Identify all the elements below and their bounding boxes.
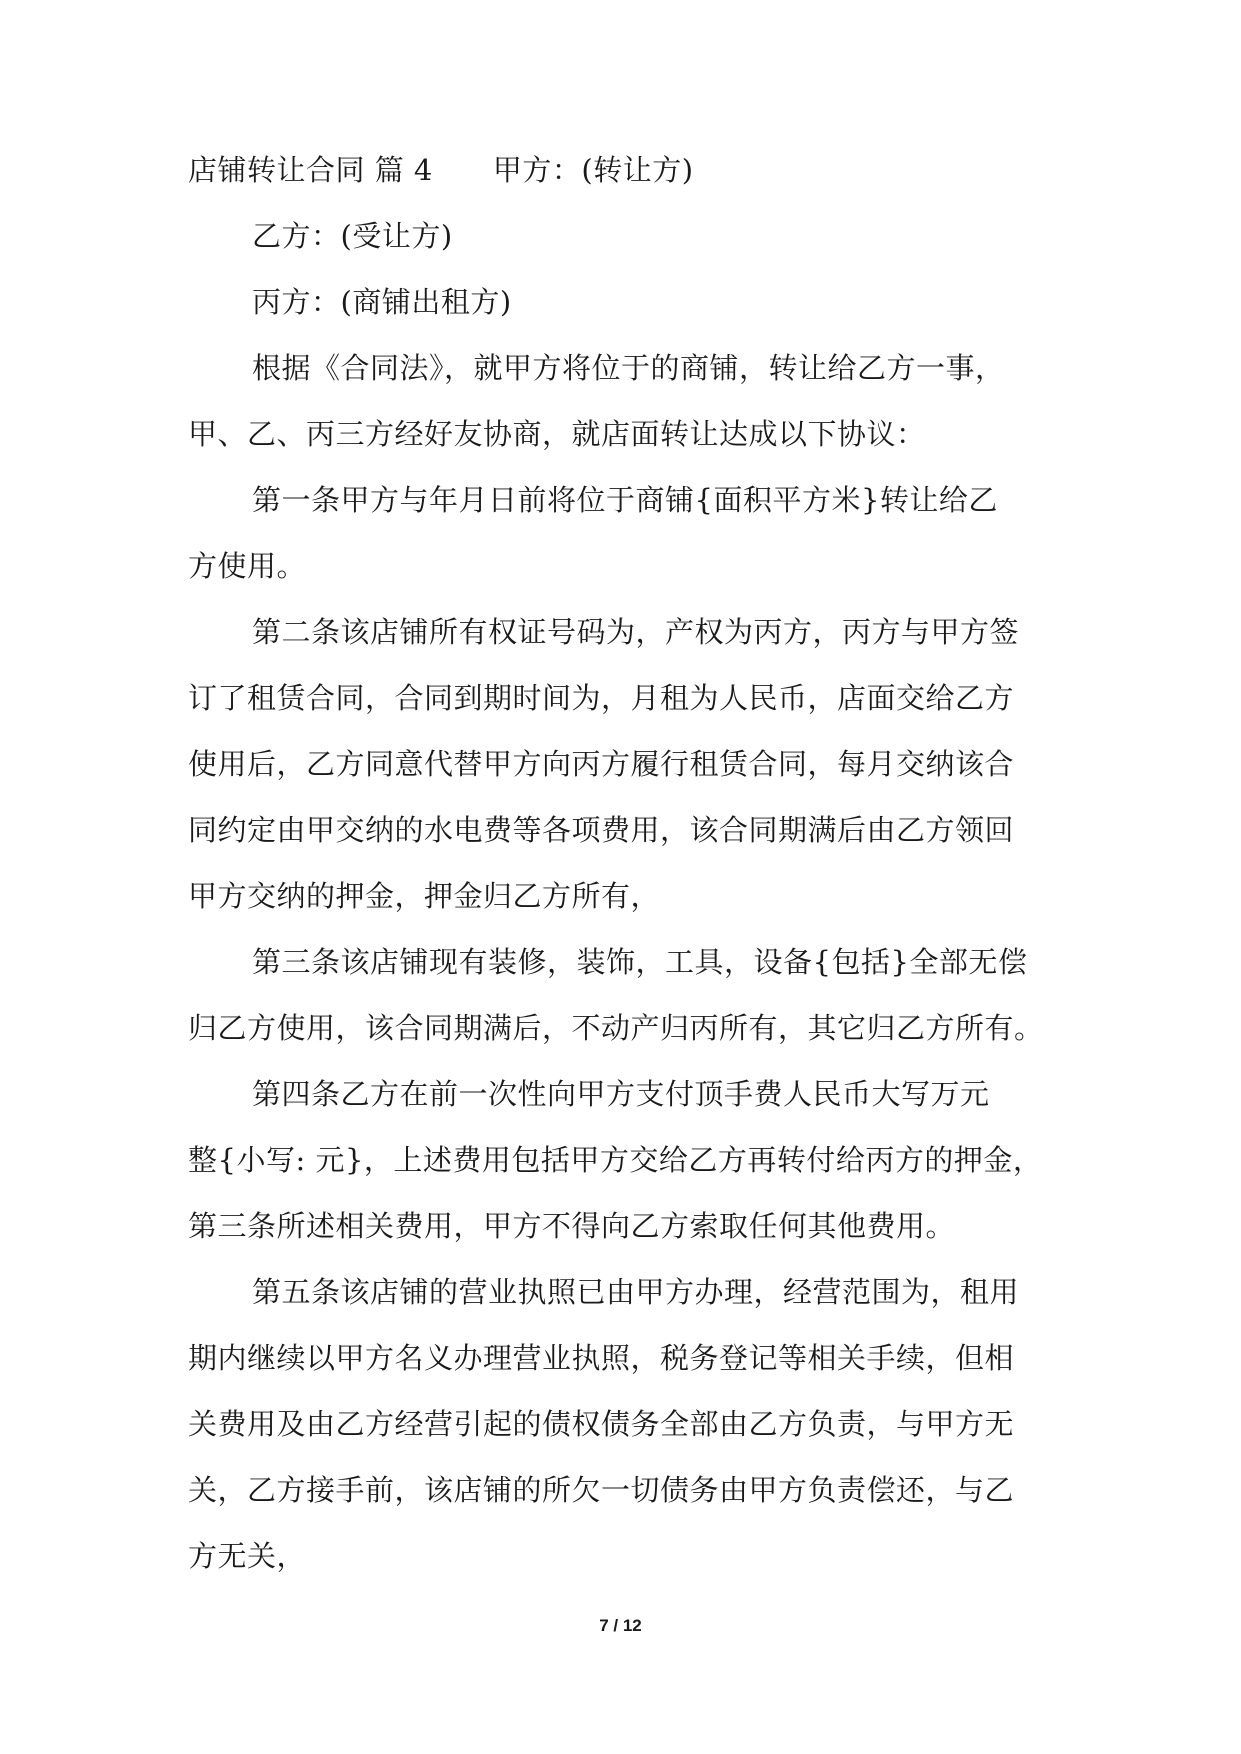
text-line: 甲、乙、丙三方经好友协商，就店面转让达成以下协议：	[188, 417, 926, 451]
text-line: 同约定由甲交纳的水电费等各项费用，该合同期满后由乙方领回	[188, 813, 1015, 847]
text-line: 第四条乙方在前一次性向甲方支付顶手费人民币大写万元	[252, 1077, 990, 1111]
text-line: 方无关，	[188, 1539, 307, 1573]
text-line: 甲方交纳的押金，押金归乙方所有，	[188, 879, 661, 913]
text-line: 乙方：(受让方)	[252, 219, 453, 253]
party-a-label: 甲方：(转让方)	[492, 153, 694, 187]
text-line: 关费用及由乙方经营引起的债权债务全部由乙方负责，与甲方无	[188, 1407, 1015, 1441]
text-line: 丙方：(商铺出租方)	[252, 285, 512, 319]
heading-line	[188, 152, 1058, 188]
text-line: 第一条甲方与年月日前将位于商铺{面积平方米}转让给乙	[252, 483, 998, 517]
text-line: 关，乙方接手前，该店铺的所欠一切债务由甲方负责偿还，与乙	[188, 1473, 1015, 1507]
text-line: 整{小写: 元}，上述费用包括甲方交给乙方再转付给丙方的押金，	[188, 1143, 1043, 1177]
text-line: 订了租赁合同，合同到期时间为，月租为人民币，店面交给乙方	[188, 681, 1015, 715]
text-line: 归乙方使用，该合同期满后，不动产归丙所有，其它归乙方所有。	[188, 1011, 1044, 1045]
text-line: 使用后，乙方同意代替甲方向丙方履行租赁合同，每月交纳该合	[188, 747, 1015, 781]
document-body	[188, 152, 1058, 1604]
text-line: 第二条该店铺所有权证号码为，产权为丙方，丙方与甲方签	[252, 615, 1020, 649]
page-number: 7 / 12	[599, 1616, 642, 1635]
text-line: 第三条所述相关费用，甲方不得向乙方索取任何其他费用。	[188, 1209, 956, 1243]
text-line: 期内继续以甲方名义办理营业执照，税务登记等相关手续，但相	[188, 1341, 1015, 1375]
text-line: 根据《合同法》，就甲方将位于的商铺，转让给乙方一事，	[252, 351, 1005, 385]
contract-text	[188, 218, 1058, 1574]
contract-title: 店铺转让合同 篇 4	[188, 153, 433, 187]
text-line: 第五条该店铺的营业执照已由甲方办理，经营范围为，租用	[252, 1275, 1020, 1309]
text-line: 第三条该店铺现有装修，装饰，工具，设备{包括}全部无偿	[252, 945, 1028, 979]
text-line: 方使用。	[188, 549, 307, 583]
